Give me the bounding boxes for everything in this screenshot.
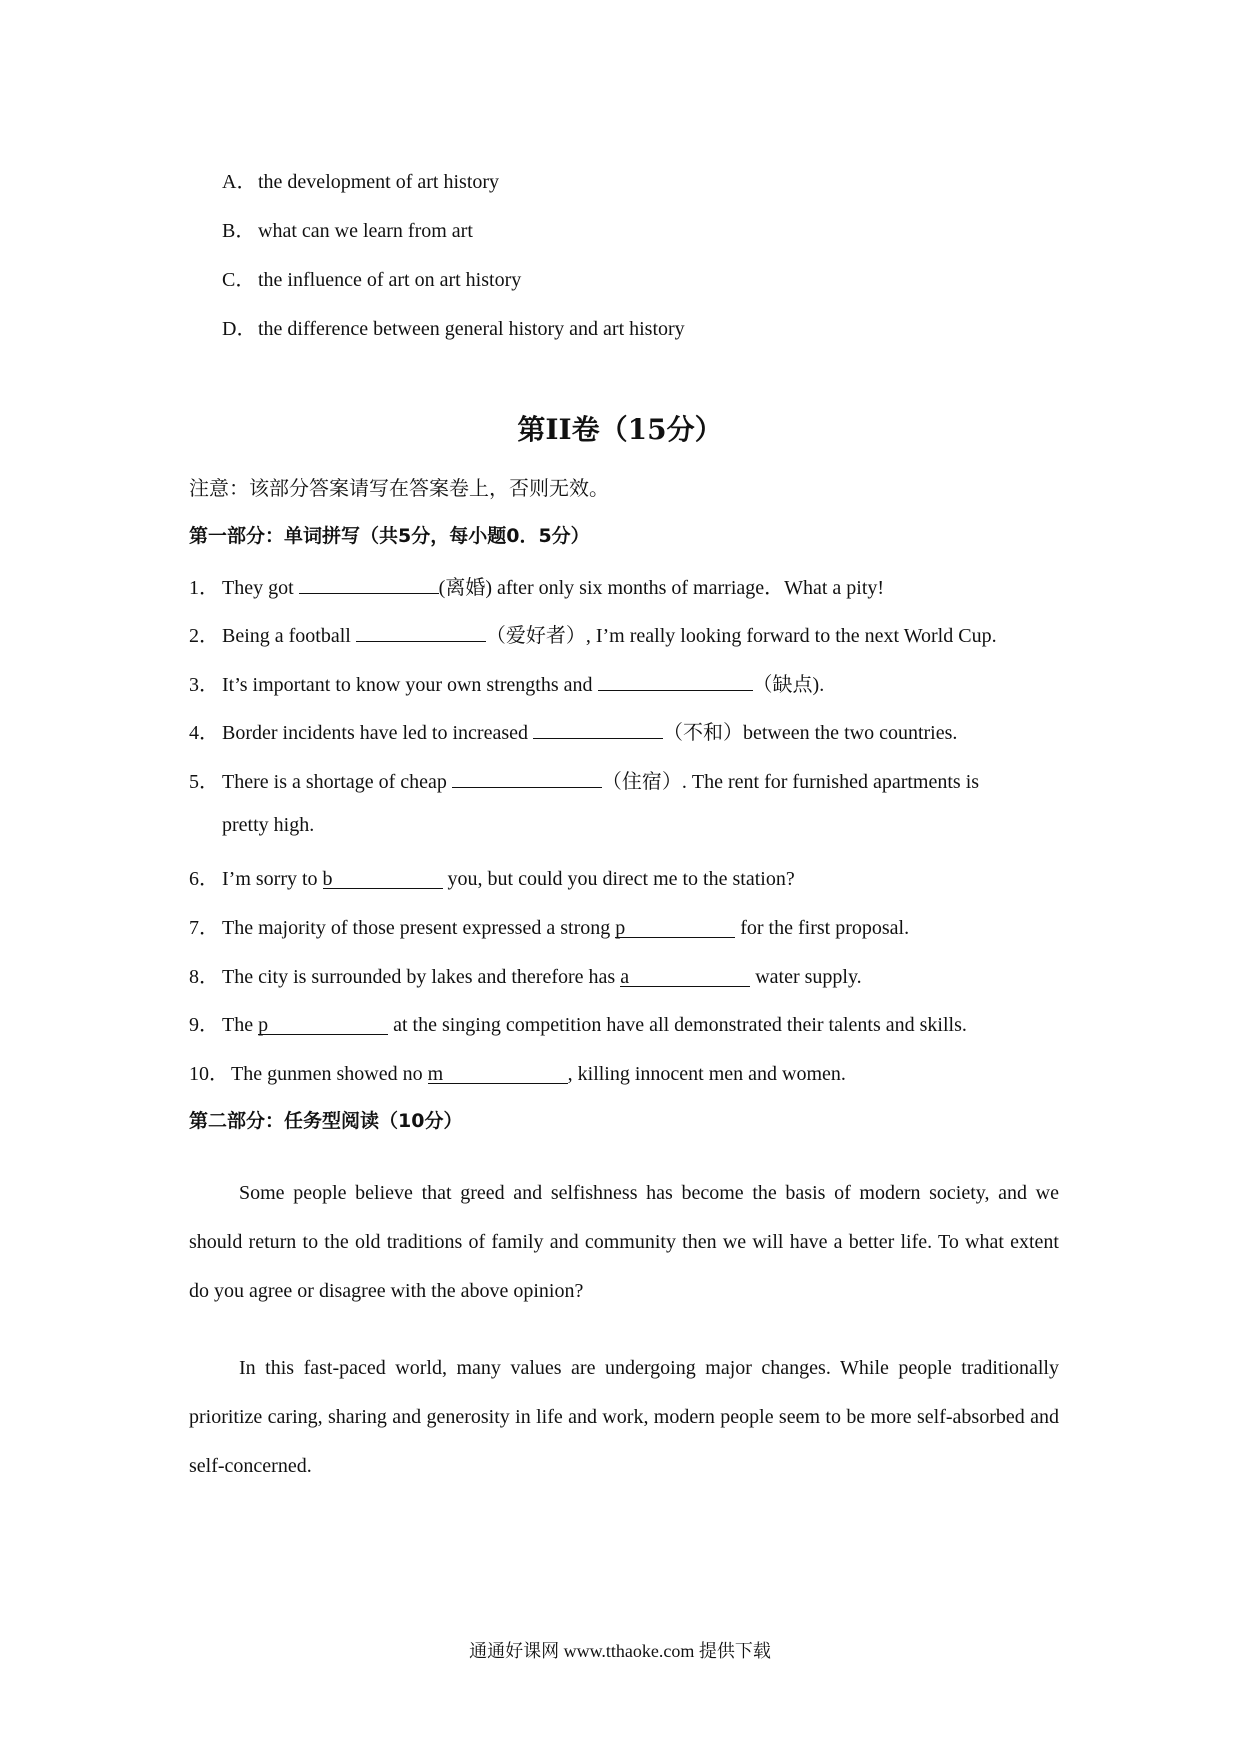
question-number: 8．: [189, 966, 219, 988]
question-number: 6．: [189, 868, 219, 890]
note-text: 注意：该部分答案请写在答案卷上，否则无效。: [189, 478, 609, 500]
question-number: 9．: [189, 1014, 219, 1036]
question-number: 4．: [189, 722, 219, 744]
option-letter: D．: [222, 318, 257, 340]
option-text: the influence of art on art history: [258, 269, 522, 291]
question-4: [189, 716, 957, 745]
question-5: [189, 765, 979, 794]
question-8: [189, 960, 862, 989]
question-after: , killing innocent men and women.: [567, 1063, 846, 1085]
question-before: It’s important to know your own strengths and: [222, 674, 598, 696]
question-1: [189, 571, 884, 600]
answer-blank[interactable]: [533, 718, 663, 739]
reading-paragraph-2: [189, 1344, 1059, 1491]
question-before: I’m sorry to: [222, 868, 323, 890]
option-c: [222, 263, 521, 292]
question-after: （缺点).: [752, 674, 825, 696]
question-after: you, but could you direct me to the station?: [442, 868, 795, 890]
question-number: 3．: [189, 674, 219, 696]
question-number: 5．: [189, 771, 219, 793]
part2-title: 第二部分：任务型阅读（10分）: [189, 1110, 463, 1132]
question-after: （不和）between the two countries.: [663, 722, 958, 744]
option-b: [222, 214, 473, 243]
question-3: [189, 668, 824, 697]
option-text: what can we learn from art: [258, 220, 473, 242]
option-text: the difference between general history and art history: [258, 318, 685, 340]
question-after: water supply.: [750, 966, 862, 988]
blank-initial: p: [615, 917, 626, 939]
question-after: (离婚) after only six months of marriage．What a pity!: [438, 577, 885, 599]
option-text: the development of art history: [258, 171, 500, 193]
paragraph-text: Some people believe that greed and selfishness has become the basis of modern society, and we should return to the old traditions of family and community then we will have a better life. To what extent do you agree or disagree with the above opinion?: [189, 1182, 1059, 1302]
option-letter: B．: [222, 220, 256, 242]
question-number: 2．: [189, 625, 219, 647]
question-7: [189, 911, 909, 940]
blank-initial: m: [427, 1063, 444, 1085]
option-letter: C．: [222, 269, 256, 291]
question-before: There is a shortage of cheap: [222, 771, 452, 793]
reading-paragraph-1: [189, 1169, 1059, 1316]
question-before: The: [222, 1014, 259, 1036]
answer-blank[interactable]: [323, 868, 443, 889]
blank-initial: a: [620, 966, 630, 988]
section-title: 第II卷（15分）: [517, 413, 723, 446]
question-after: （爱好者）, I’m really looking forward to the next World Cup.: [485, 625, 997, 647]
answer-blank[interactable]: [428, 1063, 568, 1084]
answer-blank[interactable]: [452, 767, 602, 788]
question-before: They got: [222, 577, 299, 599]
question-number: 7．: [189, 917, 219, 939]
answer-blank[interactable]: [598, 670, 753, 691]
question-before: Being a football: [222, 625, 356, 647]
question-5-continuation: pretty high.: [222, 814, 315, 836]
page-footer: 通通好课网 www.tthaoke.com 提供下载: [469, 1641, 771, 1661]
paragraph-text: In this fast-paced world, many values are undergoing major changes. While people traditionally prioritize caring, sharing and generosity in life and work, modern people seem to be more self-absorbed and self-concerned.: [189, 1357, 1059, 1477]
answer-blank[interactable]: [615, 917, 735, 938]
answer-blank[interactable]: [258, 1014, 388, 1035]
question-6: [189, 862, 795, 891]
question-10: [189, 1057, 846, 1086]
question-9: [189, 1008, 967, 1037]
option-d: [222, 312, 685, 341]
question-2: [189, 619, 997, 648]
question-number: 1．: [189, 577, 219, 599]
blank-initial: b: [322, 868, 333, 890]
question-before: The majority of those present expressed a strong: [222, 917, 616, 939]
question-number: 10．: [189, 1063, 229, 1085]
answer-blank[interactable]: [620, 966, 750, 987]
option-a: [222, 165, 499, 194]
question-before: The city is surrounded by lakes and therefore has: [222, 966, 621, 988]
question-after: for the first proposal.: [735, 917, 910, 939]
question-after: at the singing competition have all demonstrated their talents and skills.: [388, 1014, 967, 1036]
question-after: （住宿）. The rent for furnished apartments is: [601, 771, 980, 793]
option-letter: A．: [222, 171, 257, 193]
question-before: Border incidents have led to increased: [222, 722, 533, 744]
part1-title: 第一部分：单词拼写（共5分，每小题0．5分）: [189, 525, 590, 547]
answer-blank[interactable]: [356, 621, 486, 642]
answer-blank[interactable]: [299, 573, 439, 594]
blank-initial: p: [258, 1014, 269, 1036]
question-before: The gunmen showed no: [231, 1063, 428, 1085]
